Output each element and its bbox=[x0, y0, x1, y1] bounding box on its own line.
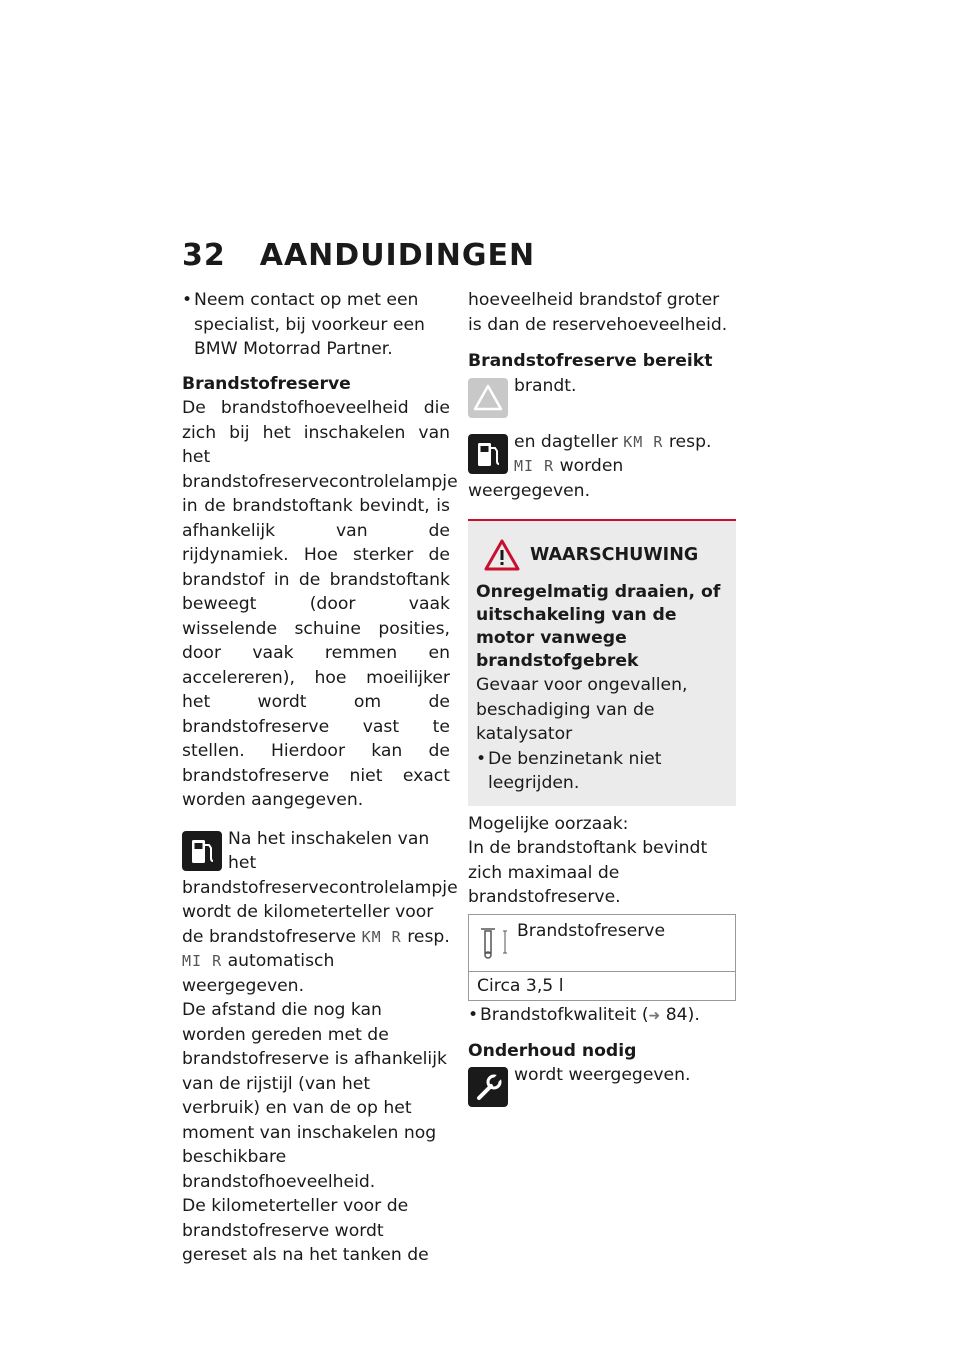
bullet-contact: • Neem contact op met een specialist, bij voorkeur een BMW Motorrad Partner. bbox=[182, 288, 450, 362]
maintenance-text: wordt weergegeven. bbox=[514, 1065, 691, 1085]
fuel-pump-icon bbox=[182, 831, 222, 871]
para-distance: De afstand die nog kan worden gereden met de brandstofreserve is afhankelijk van de rijstijl (van het verbruik) en van de op het moment van inschakelen nog beschikbare brandstofhoeveelheid. bbox=[182, 1000, 447, 1192]
maintenance-row bbox=[468, 1063, 736, 1109]
counter-row bbox=[468, 430, 736, 504]
cause-text: In de brandstoftank bevindt zich maximaal de brandstofreserve. bbox=[468, 838, 708, 907]
resp-label: resp. bbox=[668, 431, 712, 452]
heading-maintenance: Onderhoud nodig bbox=[468, 1040, 637, 1061]
para-continued: hoeveelheid brandstof groter is dan de reservehoeveelheid. bbox=[468, 290, 728, 335]
wrench-icon bbox=[468, 1067, 508, 1107]
warning-title: WAARSCHUWING bbox=[530, 544, 699, 565]
counter-text-b: worden weergegeven. bbox=[468, 456, 624, 501]
right-column bbox=[468, 288, 736, 1109]
cause-label: Mogelijke oorzaak: bbox=[468, 813, 629, 834]
table-value: Circa 3,5 l bbox=[477, 975, 564, 996]
warning-triangle-icon bbox=[484, 539, 520, 571]
table-label: Brandstofreserve bbox=[517, 920, 666, 941]
warning-triangle-icon bbox=[468, 378, 508, 418]
auto-text: automatisch weergegeven. bbox=[182, 951, 335, 996]
counter-text-a: en dagteller bbox=[514, 431, 618, 452]
mi-r-label: MI R bbox=[514, 457, 555, 475]
km-r-label: KM R bbox=[361, 927, 402, 946]
heading-reserve-reached: Brandstofreserve bereikt bbox=[468, 351, 713, 371]
warning-box bbox=[468, 519, 736, 806]
spec-table bbox=[468, 914, 736, 1002]
fuel-level-icon bbox=[469, 915, 517, 971]
page-header bbox=[182, 238, 535, 273]
km-r-label: KM R bbox=[623, 432, 664, 451]
fuel-pump-icon bbox=[468, 434, 508, 474]
page-title: AANDUIDINGEN bbox=[259, 238, 536, 273]
warning-text: Gevaar voor ongevallen, beschadiging van de katalysator bbox=[476, 675, 688, 744]
warning-light-row bbox=[468, 374, 736, 420]
burns-text: brandt. bbox=[514, 375, 577, 396]
para-fuel-reserve: De brandstofhoeveelheid die zich bij het inschakelen van het brandstofreservecontrolelampje in de brandstoftank bevindt, is afhankelijk van de rijdynamiek. Hoe sterker de brandstof in de brandstoftank beweegt (door vaak wisselende schuine posities, door vaak remmen en accelereren), hoe moeilijker het wordt om de brandstofreserve vast te stellen. Hierdoor kan de brandstofreserve niet exact worden aangegeven. bbox=[182, 398, 458, 810]
left-column bbox=[182, 288, 458, 1268]
warning-heading: Onregelmatig draaien, of uitschakeling van de motor vanwege brandstofgebrek bbox=[476, 582, 721, 671]
icon-paragraph bbox=[182, 827, 458, 999]
resp-label: resp. bbox=[407, 926, 450, 947]
warning-bullet: • De benzinetank niet leegrijden. bbox=[476, 747, 728, 796]
para-reset: De kilometerteller voor de brandstofreserve wordt gereset als na het tanken de bbox=[182, 1196, 429, 1265]
warning-title-row bbox=[484, 539, 728, 571]
icon-text: Na het inschakelen van het brandstofreservecontrolelampje wordt de kilometerteller voor de brandstofreserve bbox=[182, 828, 458, 947]
page-number: 32 bbox=[182, 238, 226, 273]
quality-bullet: • Brandstofkwaliteit (➜ 84). bbox=[468, 1003, 736, 1029]
mi-r-label: MI R bbox=[182, 952, 223, 970]
arrow-right-icon: ➜ bbox=[648, 1008, 661, 1024]
heading-fuel-reserve: Brandstofreserve bbox=[182, 373, 351, 394]
